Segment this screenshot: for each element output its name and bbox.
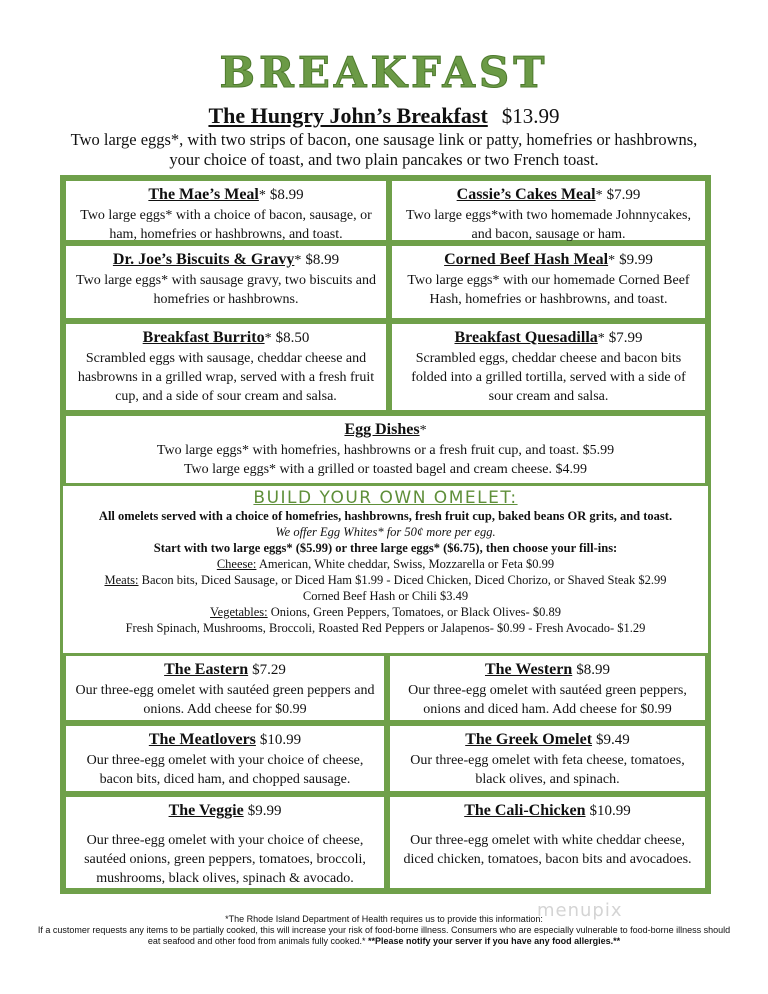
item-star: * [608,253,616,268]
item-price: $8.99 [269,187,304,203]
menu-item-biscuits-gravy [63,243,389,321]
item-price: $7.99 [608,330,643,346]
item-description: Our three-egg omelet with sautéed green peppers, onions and diced ham. Add cheese for $0.99 [408,683,687,717]
item-name: Breakfast Burrito [142,329,265,346]
item-price: $8.50 [275,330,310,346]
item-price: $10.99 [589,803,631,819]
item-name: Cassie’s Cakes Meal [456,186,596,203]
section-title: BUILD YOUR OWN OMELET: [253,488,518,508]
health-disclaimer [30,914,738,947]
egg-dishes-section [63,413,708,486]
item-price: $9.99 [247,803,282,819]
menu-item-corned-beef-hash [389,243,708,321]
item-description: Our three-egg omelet with sautéed green peppers and onions. Add cheese for $0.99 [75,683,375,717]
item-price: $7.29 [252,662,286,678]
item-description: Our three-egg omelet with feta cheese, tomatoes, black olives, and spinach. [410,753,685,787]
item-star: * [419,423,427,438]
item-price: $13.99 [501,104,560,128]
vegetable-options-2: Fresh Spinach, Mushrooms, Broccoli, Roasted Red Peppers or Jalapenos- $0.99 - Fresh Avocado- $1.29 [125,621,646,635]
cheese-label: Cheese: [216,557,257,571]
item-description: Two large eggs* with sausage gravy, two biscuits and homefries or hashbrowns. [76,273,376,307]
cheese-options [63,556,708,572]
item-name: Corned Beef Hash Meal [444,251,609,268]
menu-item-breakfast-quesadilla [389,321,708,413]
omelet-start-line: Start with two large eggs* ($5.99) or three large eggs* ($6.75), then choose your fill-ins: [153,541,618,555]
allergy-notice: **Please notify your server if you have any food allergies.** [365,936,621,946]
omelet-served-with: All omelets served with a choice of homefries, hashbrowns, fresh fruit cup, baked beans OR grits, and toast. [98,509,673,523]
vegetables-label: Vegetables: [210,605,268,619]
meat-options [63,572,708,588]
item-star: * [264,331,272,346]
hungry-johns-description: Two large eggs*, with two strips of bacon, one sausage link or patty, homefries or hashbrowns, your choice of toast, and two plain pancakes or two French toast. [70,130,698,169]
item-price: $9.99 [619,252,653,268]
item-name: The Hungry John’s Breakfast [208,103,488,128]
item-star: * [258,188,266,203]
meat-options-2: Corned Beef Hash or Chili $3.49 [302,589,469,603]
item-description: Two large eggs* with our homemade Corned Beef Hash, homefries or hashbrowns, and toast. [407,273,690,307]
item-price: $8.99 [305,252,340,268]
section-title: Egg Dishes [344,421,420,438]
cheese-list: American, White cheddar, Swiss, Mozzarella or Feta $0.99 [258,557,555,571]
meats-label: Meats: [104,573,139,587]
omelet-greek [387,723,708,794]
watermark-logo: menupix [537,900,623,921]
item-description: Scrambled eggs, cheddar cheese and bacon bits folded into a grilled tortilla, served with a side of sour cream and salsa. [411,351,686,404]
item-price: $8.99 [576,662,610,678]
omelet-eastern [63,653,387,723]
menu-item-breakfast-burrito [63,321,389,413]
item-name: The Eastern [164,661,249,678]
page-title: BREAKFAST [219,48,549,97]
item-description: Two large eggs* with a choice of bacon, sausage, or ham, homefries or hashbrowns, and toast. [80,208,372,242]
vegetables-list: Onions, Green Peppers, Tomatoes, or Black Olives- $0.89 [270,605,561,619]
egg-whites-note: We offer Egg Whites* for 50¢ more per egg. [275,525,496,539]
item-description: Our three-egg omelet with your choice of cheese, bacon bits, diced ham, and chopped sausage. [86,753,364,787]
item-name: Breakfast Quesadilla [454,329,598,346]
omelet-western [387,653,708,723]
vegetable-options [63,604,708,620]
egg-dish-line: Two large eggs* with a grilled or toasted bagel and cream cheese. $4.99 [183,462,588,477]
omelet-veggie [63,794,387,891]
disclaimer-line [30,936,738,947]
disclaimer-line: If a customer requests any items to be partially cooked, this will increase your risk of food-borne illness. Consumers who are especially vulnerable to food-borne illness should [37,925,731,935]
item-star: * [597,331,605,346]
item-price: $9.49 [596,732,630,748]
disclaimer-text: eat seafood and other food from animals fully cooked.* [147,936,366,946]
item-name: The Mae’s Meal [148,186,259,203]
menu-item-maes-meal [63,178,389,243]
item-description: Two large eggs*with two homemade Johnnycakes, and bacon, sausage or ham. [406,208,691,242]
disclaimer-line: *The Rhode Island Department of Health requires us to provide this information: [225,914,543,924]
item-name: The Meatlovers [148,731,256,748]
build-your-own-omelet-section [63,486,708,653]
item-star: * [294,253,302,268]
item-price: $7.99 [606,187,641,203]
hungry-johns-heading [0,103,768,129]
item-star: * [595,188,603,203]
item-name: The Greek Omelet [465,731,593,748]
omelet-meatlovers [63,723,387,794]
item-name: Dr. Joe’s Biscuits & Gravy [112,251,295,268]
item-name: The Western [484,661,573,678]
item-description: Our three-egg omelet with white cheddar cheese, diced chicken, tomatoes, bacon bits and avocadoes. [403,833,692,867]
item-name: The Cali-Chicken [464,802,586,819]
item-name: The Veggie [168,802,244,819]
menu-item-cassies-cakes [389,178,708,243]
egg-dish-line: Two large eggs* with homefries, hashbrowns or a fresh fruit cup, and toast. $5.99 [156,443,615,458]
omelet-cali-chicken [387,794,708,891]
item-description: Our three-egg omelet with your choice of cheese, sautéed onions, green peppers, tomatoes, broccoli, mushrooms, black olives, spinach & avocado. [84,833,366,886]
meats-list: Bacon bits, Diced Sausage, or Diced Ham $1.99 - Diced Chicken, Diced Chorizo, or Shaved Steak $2.99 [141,573,667,587]
item-description: Scrambled eggs with sausage, cheddar cheese and hasbrowns in a grilled wrap, served with a fresh fruit cup, and a side of sour cream and salsa. [77,351,375,404]
item-price: $10.99 [259,732,302,748]
